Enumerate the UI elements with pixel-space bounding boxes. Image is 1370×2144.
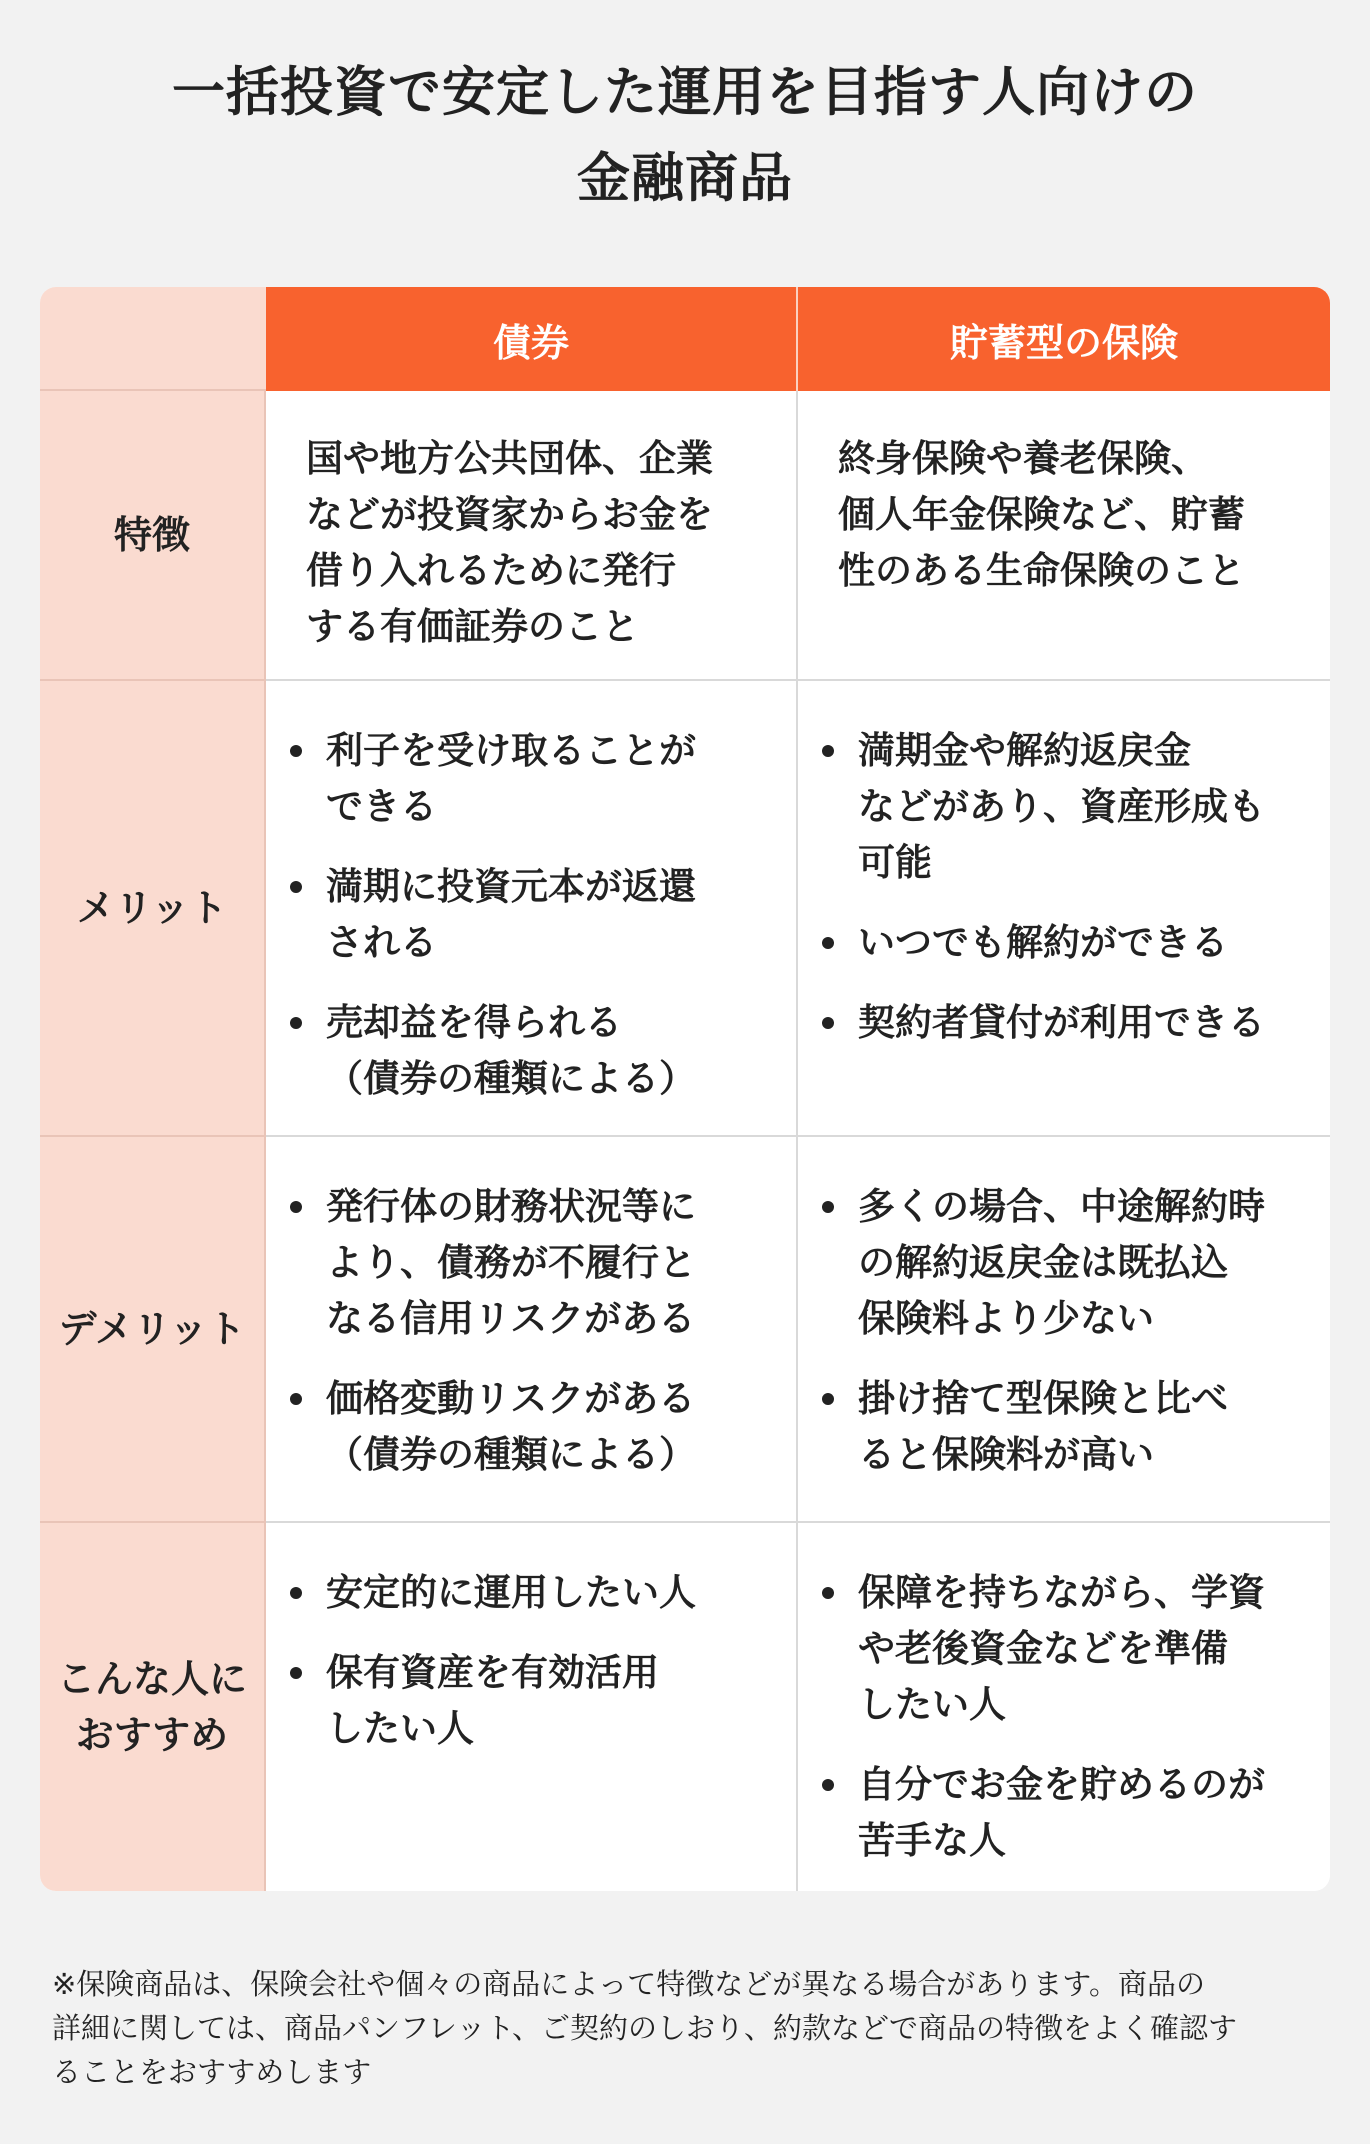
bullet-icon — [290, 881, 302, 893]
bullet-icon — [822, 937, 834, 949]
text-line: （債券の種類による） — [326, 1433, 696, 1476]
table-corner — [40, 287, 266, 391]
text-line: 保険料より少ない — [858, 1297, 1154, 1340]
text-line: 借り入れるために発行 — [306, 549, 676, 592]
features-insurance — [798, 391, 1330, 681]
text-line: 売却益を得られる — [326, 1001, 622, 1044]
text-line: できる — [326, 785, 437, 828]
features-bonds — [266, 391, 798, 681]
list-item — [816, 995, 1320, 1051]
demerits-insurance — [798, 1137, 1330, 1523]
text-line: 満期に投資元本が返還 — [326, 865, 696, 908]
text-line: 保障を持ちながら、学資 — [858, 1571, 1265, 1614]
comparison-table — [40, 287, 1330, 1891]
bullet-icon — [822, 1587, 834, 1599]
merits-insurance — [798, 681, 1330, 1137]
bullet-icon — [290, 1667, 302, 1679]
bullet-icon — [290, 745, 302, 757]
bullet-icon — [822, 1201, 834, 1213]
text-line: 国や地方公共団体、企業 — [306, 437, 713, 480]
footnote — [52, 1962, 1237, 2094]
text-line: 発行体の財務状況等に — [326, 1185, 696, 1228]
list-item — [816, 1565, 1320, 1733]
text-line: や老後資金などを準備 — [858, 1627, 1228, 1670]
text-line: される — [326, 921, 437, 964]
demerits-bonds — [266, 1137, 798, 1523]
text-line: 価格変動リスクがある — [326, 1377, 696, 1420]
text-line: いつでも解約ができる — [858, 921, 1228, 964]
text-line: したい人 — [858, 1683, 1006, 1726]
text-line: 多くの場合、中途解約時 — [858, 1185, 1265, 1228]
row-label-demerits — [40, 1137, 266, 1523]
list-item — [284, 1645, 786, 1757]
list-item — [284, 1565, 786, 1621]
bullet-icon — [822, 1017, 834, 1029]
row-label-features — [40, 391, 266, 681]
title-line-1: 一括投資で安定した運用を目指す人向けの — [172, 62, 1198, 123]
row-label-text: デメリット — [58, 1307, 246, 1351]
list-item — [816, 1179, 1320, 1347]
text-line: ると保険料が高い — [858, 1433, 1154, 1476]
list-item — [284, 859, 786, 971]
bullet-icon — [290, 1393, 302, 1405]
row-label-recommended — [40, 1523, 266, 1891]
text-line: 苦手な人 — [858, 1819, 1006, 1862]
text-line: なる信用リスクがある — [326, 1297, 696, 1340]
text-line: 個人年金保険など、貯蓄 — [838, 493, 1245, 536]
title-line-2: 金融商品 — [577, 148, 793, 209]
text-line: 安定的に運用したい人 — [326, 1571, 696, 1614]
header-bonds: 債券 — [266, 287, 798, 391]
row-label-text: おすすめ — [75, 1713, 229, 1757]
recommended-bonds — [266, 1523, 798, 1891]
bullet-icon — [822, 745, 834, 757]
text-line: （債券の種類による） — [326, 1057, 696, 1100]
merits-bonds — [266, 681, 798, 1137]
list-item — [816, 723, 1320, 891]
text-line: する有価証券のこと — [306, 605, 639, 648]
bullet-icon — [290, 1587, 302, 1599]
text-line: 保有資産を有効活用 — [326, 1651, 659, 1694]
bullet-icon — [290, 1201, 302, 1213]
bullet-icon — [290, 1017, 302, 1029]
footnote-line: ることをおすすめします — [52, 2055, 372, 2089]
text-line: 自分でお金を貯めるのが — [858, 1763, 1265, 1806]
text-line: 契約者貸付が利用できる — [858, 1001, 1265, 1044]
bullet-icon — [822, 1393, 834, 1405]
page-title — [0, 50, 1370, 222]
list-item — [816, 1757, 1320, 1869]
list-item — [284, 995, 786, 1107]
list-item — [816, 915, 1320, 971]
list-item — [284, 723, 786, 835]
text-line: より、債務が不履行と — [326, 1241, 696, 1284]
row-label-text: 特徴 — [113, 513, 190, 557]
list-item — [816, 1371, 1320, 1483]
text-line: の解約返戻金は既払込 — [858, 1241, 1228, 1284]
text-line: 満期金や解約返戻金 — [858, 729, 1191, 772]
text-line: 掛け捨て型保険と比べ — [858, 1377, 1228, 1420]
list-item — [284, 1371, 786, 1483]
row-label-text: こんな人に — [56, 1657, 247, 1701]
list-item — [284, 1179, 786, 1347]
footnote-line: ※保険商品は、保険会社や個々の商品によって特徴などが異なる場合があります。商品の — [52, 1967, 1205, 2001]
text-line: などがあり、資産形成も — [858, 785, 1265, 828]
text-line: したい人 — [326, 1707, 474, 1750]
row-label-merits — [40, 681, 266, 1137]
bullet-icon — [822, 1779, 834, 1791]
footnote-line: 詳細に関しては、商品パンフレット、ご契約のしおり、約款などで商品の特徴をよく確認す — [52, 2011, 1237, 2045]
row-label-text: メリット — [76, 886, 228, 930]
text-line: 性のある生命保険のこと — [838, 549, 1245, 592]
text-line: などが投資家からお金を — [306, 493, 713, 536]
recommended-insurance — [798, 1523, 1330, 1891]
header-savings-insurance: 貯蓄型の保険 — [798, 287, 1330, 391]
text-line: 終身保険や養老保険、 — [838, 437, 1208, 480]
text-line: 利子を受け取ることが — [326, 729, 696, 772]
text-line: 可能 — [858, 841, 932, 884]
